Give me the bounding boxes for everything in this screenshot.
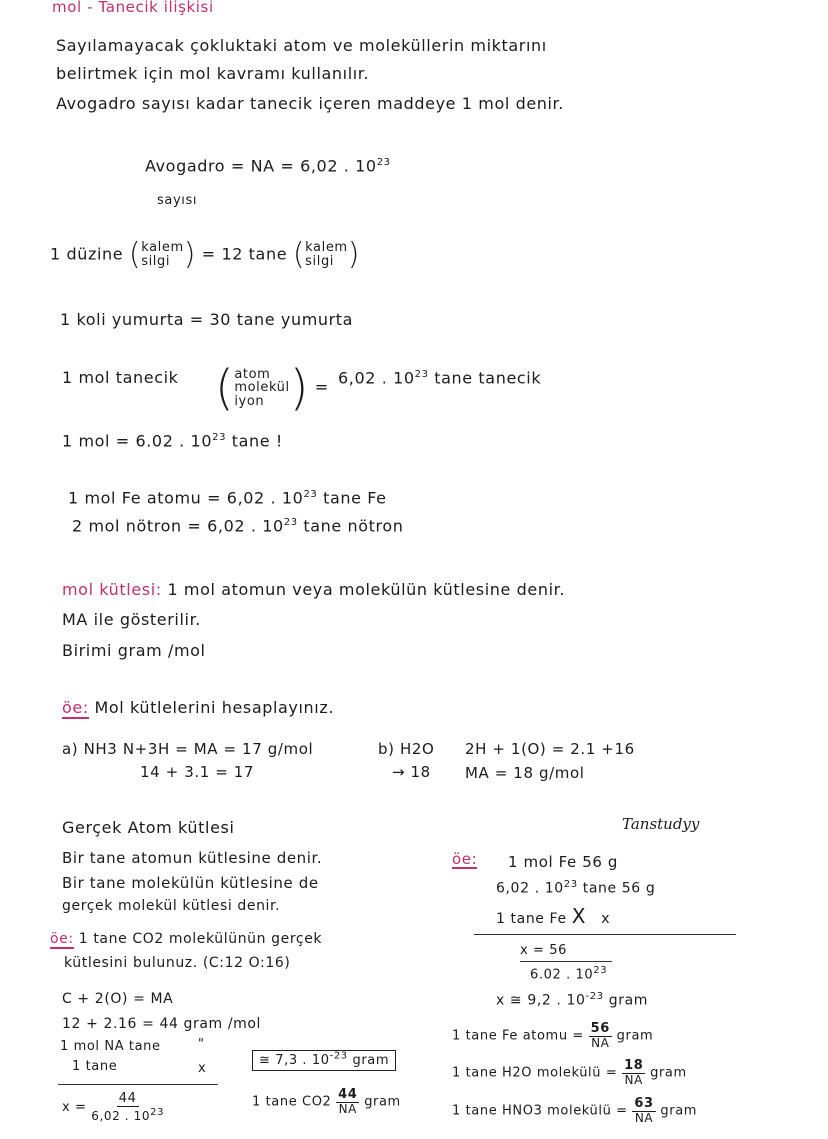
avogadro-label: Avogadro bbox=[145, 156, 226, 176]
molkutlesi-line-2: MA ile gösterilir. bbox=[62, 610, 201, 629]
type-iyon: iyon bbox=[234, 393, 265, 409]
hno3-num: 63 bbox=[634, 1096, 654, 1111]
fe-l2-end: tane nötron bbox=[303, 516, 404, 536]
right-r6 bbox=[496, 992, 648, 1008]
right-r4: x = 56 bbox=[520, 943, 567, 958]
mol-tanecik-right-exp: 23 bbox=[414, 369, 429, 380]
calc-c4a: 1 tane bbox=[72, 1059, 118, 1074]
fe-num: 56 bbox=[590, 1021, 610, 1036]
duzine-p1a: kalem bbox=[141, 240, 184, 256]
duzine-left: 1 düzine bbox=[50, 244, 124, 264]
paren-open-icon: ( bbox=[128, 237, 142, 272]
mol-tanecik-left: 1 mol tanecik bbox=[62, 368, 179, 387]
fe-fraction bbox=[589, 1022, 612, 1050]
co2-fraction bbox=[336, 1088, 359, 1116]
fe-line-2 bbox=[72, 518, 404, 534]
right-r1: 1 mol Fe 56 g bbox=[508, 853, 619, 871]
r2-val: 6,02 . 10 bbox=[496, 880, 564, 897]
boxed-result bbox=[252, 1052, 396, 1067]
molkutlesi-line-3: Birimi gram /mol bbox=[62, 641, 206, 660]
calc-c3a: 1 mol NA tane bbox=[60, 1039, 161, 1054]
intro-line-2: belirtmek için mol kavramı kullanılır. bbox=[56, 64, 370, 83]
r3-val: 1 tane Fe bbox=[496, 911, 567, 927]
right-r2 bbox=[496, 880, 655, 896]
calc-x-result bbox=[62, 1092, 164, 1123]
ornek1-a2: 14 + 3.1 = 17 bbox=[140, 763, 255, 781]
right-ex-label: öe: bbox=[452, 850, 478, 868]
co2-unit: gram bbox=[364, 1094, 401, 1110]
gercek-q-label: öe: bbox=[50, 931, 74, 947]
brand-watermark: Tanstudyy bbox=[622, 815, 700, 833]
h2o-den: NA bbox=[624, 1073, 643, 1088]
avogadro-label-2: sayısı bbox=[157, 193, 198, 208]
gercek-line-3: gerçek molekül kütlesi denir. bbox=[62, 898, 281, 914]
molkutlesi-line-1 bbox=[62, 582, 565, 598]
type-molekul: molekül bbox=[234, 380, 290, 396]
h2o-unit: gram bbox=[650, 1065, 687, 1081]
mol-tanecik-right bbox=[338, 370, 541, 386]
fe-unit: gram bbox=[616, 1028, 654, 1044]
avogadro-exponent: 23 bbox=[376, 157, 391, 168]
mol-tanecik-eq: = bbox=[314, 377, 329, 397]
fe-l1-exp: 23 bbox=[303, 489, 318, 500]
ornek1-a1: a) NH3 N+3H = MA = 17 g/mol bbox=[62, 740, 314, 758]
duzine-line bbox=[50, 237, 361, 272]
calc-c3b: " bbox=[198, 1037, 205, 1052]
r6-unit: gram bbox=[608, 992, 649, 1009]
molkutlesi-def: 1 mol atomun veya molekülün kütlesine denir. bbox=[167, 580, 566, 599]
calc-c2: 12 + 2.16 = 44 gram /mol bbox=[62, 1016, 262, 1032]
r6-val: x ≅ 9,2 . 10 bbox=[496, 992, 586, 1009]
gercek-q-line-2: kütlesini bulunuz. (C:12 O:16) bbox=[64, 955, 291, 971]
h2o-fraction bbox=[622, 1059, 645, 1087]
duzine-p1b: silgi bbox=[141, 254, 171, 269]
type-atom: atom bbox=[234, 366, 271, 382]
x-label: x = bbox=[62, 1100, 87, 1116]
r2-end: tane 56 g bbox=[582, 880, 656, 897]
intro-line-3: Avogadro sayısı kadar tanecik içeren maddeye 1 mol denir. bbox=[56, 94, 564, 113]
ornek1-title: Mol kütlelerini hesaplayınız. bbox=[94, 698, 335, 717]
ornek1-b3: 2H + 1(O) = 2.1 +16 bbox=[465, 740, 635, 758]
h2o-molecule-mass bbox=[452, 1059, 687, 1087]
molkutlesi-term: mol kütlesi: bbox=[62, 580, 162, 599]
right-r5 bbox=[530, 966, 607, 981]
ornek1-b1: b) H2O bbox=[378, 740, 435, 758]
x-numerator: 44 bbox=[118, 1091, 137, 1106]
koli-line: 1 koli yumurta = 30 tane yumurta bbox=[60, 310, 354, 329]
fe-line-1 bbox=[68, 490, 387, 506]
paren-open-icon: ( bbox=[292, 237, 306, 272]
calc-c4b: x bbox=[198, 1061, 207, 1076]
mol-tanecik-right-val: 6,02 . 10 bbox=[338, 368, 415, 388]
x-denominator bbox=[91, 1107, 164, 1123]
gercek-q-line-1 bbox=[50, 932, 322, 946]
hno3-unit: gram bbox=[660, 1103, 698, 1119]
ornek1-title-line bbox=[62, 700, 334, 716]
ornek1-b2: → 18 bbox=[392, 763, 431, 781]
duzine-paren-2 bbox=[305, 241, 348, 268]
duzine-p2b: silgi bbox=[305, 254, 335, 269]
result-box bbox=[252, 1050, 396, 1071]
ornek1-b4: MA = 18 g/mol bbox=[465, 764, 585, 782]
co2-num: 44 bbox=[338, 1087, 358, 1102]
boxed-exp: -23 bbox=[329, 1051, 348, 1062]
x-den-exp: 23 bbox=[150, 1107, 165, 1119]
fe-l2-exp: 23 bbox=[283, 517, 298, 528]
calc-c1: C + 2(O) = MA bbox=[62, 991, 174, 1007]
hno3-molecule-mass bbox=[452, 1097, 697, 1125]
fe-atom-label: 1 tane Fe atomu = bbox=[452, 1028, 584, 1044]
mol-tanecik-line-2 bbox=[62, 433, 283, 449]
gercek-line-1: Bir tane atomun kütlesine denir. bbox=[62, 849, 323, 867]
fe-l1-end: tane Fe bbox=[323, 488, 387, 508]
page-heading: mol - Tanecik ilişkisi bbox=[52, 0, 214, 16]
r5-exp: 23 bbox=[593, 965, 608, 976]
fe-atom-mass bbox=[452, 1022, 653, 1050]
avogadro-formula bbox=[145, 158, 391, 174]
duzine-p2a: kalem bbox=[305, 240, 348, 256]
mol-tanecik-right-end: tane tanecik bbox=[434, 368, 542, 388]
mol-line2-val: 1 mol = 6.02 . 10 bbox=[62, 431, 213, 451]
paren-close-icon: ) bbox=[183, 237, 197, 272]
co2-label: 1 tane CO2 bbox=[252, 1094, 332, 1110]
r3-end: x bbox=[601, 911, 611, 927]
h2o-num: 18 bbox=[624, 1058, 644, 1073]
duzine-paren-1 bbox=[141, 241, 184, 268]
paren-open-icon: ( bbox=[215, 360, 235, 416]
mol-tanecik-bracket bbox=[215, 360, 329, 416]
intro-line-1: Sayılamayacak çokluktaki atom ve moleküllerin miktarını bbox=[56, 36, 547, 55]
fe-l2: 2 mol nötron = 6,02 . 10 bbox=[72, 516, 284, 536]
mol-tanecik-types bbox=[234, 368, 289, 409]
gercek-title: Gerçek Atom kütlesi bbox=[62, 818, 235, 837]
fe-l1: 1 mol Fe atomu = 6,02 . 10 bbox=[68, 488, 304, 508]
boxed-val: ≅ 7,3 . 10 bbox=[259, 1053, 330, 1069]
r5-val: 6.02 . 10 bbox=[530, 967, 594, 983]
r6-exp: -23 bbox=[585, 991, 604, 1002]
paren-close-icon: ) bbox=[289, 360, 310, 416]
avogadro-equation: = NA = 6,02 . 10 bbox=[230, 156, 377, 176]
right-r3 bbox=[496, 906, 610, 926]
fraction-bar bbox=[520, 961, 612, 962]
hno3-den: NA bbox=[634, 1111, 654, 1126]
paren-close-icon: ) bbox=[347, 237, 361, 272]
mol-line2-exp: 23 bbox=[212, 432, 227, 443]
co2-den: NA bbox=[338, 1102, 357, 1117]
cross-icon: X bbox=[571, 904, 587, 928]
x-fraction bbox=[91, 1092, 164, 1123]
x-den-val: 6,02 . 10 bbox=[91, 1109, 151, 1124]
co2-result bbox=[252, 1088, 401, 1116]
divider-line-right bbox=[474, 934, 736, 935]
fe-den: NA bbox=[591, 1036, 610, 1051]
ornek1-label: öe: bbox=[62, 698, 89, 717]
hno3-label: 1 tane HNO3 molekülü = bbox=[452, 1103, 628, 1119]
mol-line2-end: tane ! bbox=[231, 431, 283, 451]
h2o-label: 1 tane H2O molekülü = bbox=[452, 1065, 618, 1081]
gercek-q1: 1 tane CO2 molekülünün gerçek bbox=[78, 931, 323, 947]
r2-exp: 23 bbox=[563, 879, 578, 890]
boxed-unit: gram bbox=[352, 1053, 390, 1069]
hno3-fraction bbox=[632, 1097, 655, 1125]
gercek-line-2: Bir tane molekülün kütlesine de bbox=[62, 874, 319, 892]
duzine-mid: = 12 tane bbox=[201, 244, 288, 264]
divider-line bbox=[58, 1084, 218, 1085]
